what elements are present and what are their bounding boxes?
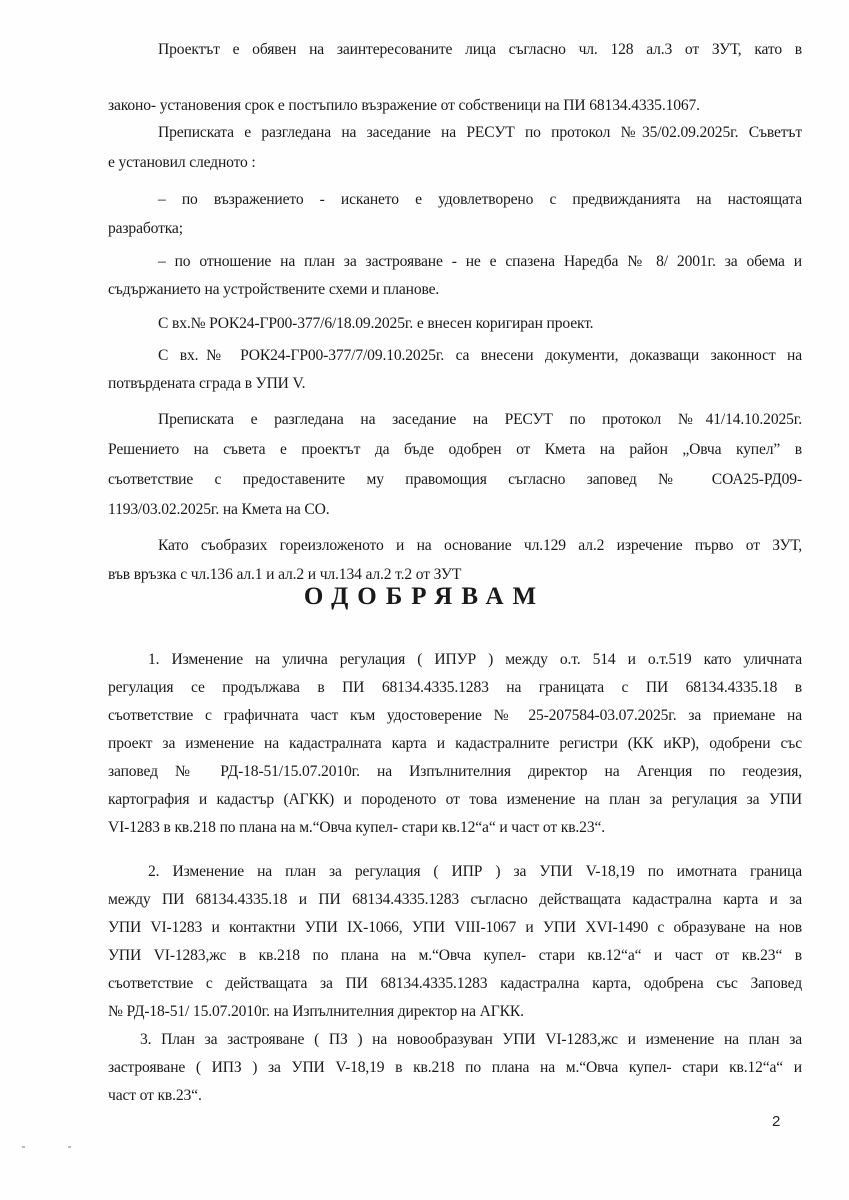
item-line: № РД-18-51/ 15.07.2010г. на Изпълнителния директор на АГКК.: [108, 1003, 524, 1020]
item-line: регулация се продължава в ПИ 68134.4335.1283 на границата с ПИ 68134.4335.18 в: [108, 679, 802, 696]
paragraph-line: съответствие с предоставените му правомощия съгласно заповед № СОА25-РД09-: [108, 471, 802, 488]
paragraph-line: С вх.№ РОК24-ГР00-377/6/18.09.2025г. е внесен коригиран проект.: [158, 315, 594, 332]
paragraph-line: – по възражението - искането е удовлетворено с предвижданията на настоящата: [158, 191, 802, 208]
paragraph-line: Като съобразих гореизложеното и на основание чл.129 ал.2 изречение първо от ЗУТ,: [158, 537, 802, 554]
paragraph-line: е установил следното :: [108, 154, 256, 171]
paragraph-line: законо- установения срок е постъпило възражение от собственици на ПИ 68134.4335.1067.: [108, 97, 700, 114]
paragraph-line: Решението на съвета е проектът да бъде одобрен от Кмета на район „Овча купел” в: [108, 441, 802, 458]
page-number: 2: [772, 1113, 781, 1130]
item-line: 3. План за застрояване ( ПЗ ) на новообразуван УПИ VI-1283,жс и изменение на план за: [140, 1031, 802, 1048]
paragraph-line: Преписката е разгледана на заседание на РЕСУТ по протокол №35/02.09.2025г. Съветът: [158, 124, 802, 141]
paragraph-line: във връзка с чл.136 ал.1 и ал.2 и чл.134 ал.2 т.2 от ЗУТ: [108, 566, 462, 583]
paragraph-line: 1193/03.02.2025г. на Кмета на СО.: [108, 501, 330, 518]
item-line: 2. Изменение на план за регулация ( ИПР ) за УПИ V-18,19 по имотната граница: [148, 863, 802, 880]
paragraph-line: С вх.№ РОК24-ГР00-377/7/09.10.2025г. са внесени документи, доказващи законност на: [158, 347, 802, 364]
scan-speck: [68, 1146, 71, 1148]
paragraph-line: разработка;: [108, 220, 183, 237]
item-line: картография и кадастър (АГКК) и породеното от това изменение на план за регулация за УПИ: [108, 791, 802, 808]
scan-speck: [22, 1146, 25, 1148]
item-line: УПИ VI-1283,жс в кв.218 по плана на м.“Овча купел- стари кв.12“а“ и част от кв.23“ в: [108, 947, 802, 964]
paragraph-line: Проектът е обявен на заинтересованите лица съгласно чл. 128 ал.3 от ЗУТ, като в: [158, 41, 802, 58]
paragraph-line: потвърдената сграда в УПИ V.: [108, 375, 306, 392]
item-line: съответствие с действащата за ПИ 68134.4335.1283 кадастрална карта, одобрена със Заповед: [108, 975, 802, 992]
document-heading: ОДОБРЯВАМ: [303, 583, 546, 610]
paragraph-line: Преписката е разгледана на заседание на РЕСУТ по протокол №41/14.10.2025г.: [158, 411, 802, 428]
paragraph-line: съдържанието на устройствените схеми и планове.: [108, 281, 440, 298]
item-line: заповед № РД-18-51/15.07.2010г. на Изпълнителния директор на Агенция по геодезия,: [108, 763, 802, 780]
item-line: УПИ VI-1283 и контактни УПИ IX-1066, УПИ VIII-1067 и УПИ XVI-1490 с образуване на нов: [108, 919, 802, 936]
item-line: между ПИ 68134.4335.18 и ПИ 68134.4335.1283 съгласно действащата кадастрална карта и за: [108, 891, 802, 908]
item-line: част от кв.23“.: [108, 1087, 202, 1104]
item-line: проект за изменение на кадастралната карта и кадастралните регистри (КК иКР), одобрени със: [108, 735, 802, 752]
item-line: съответствие с графичната част към удостоверение № 25-207584-03.07.2025г. за приемане на: [108, 707, 802, 724]
paragraph-line: – по отношение на план за застрояване - не е спазена Наредба № 8/ 2001г. за обема и: [158, 253, 802, 270]
item-line: VI-1283 в кв.218 по плана на м.“Овча купел- стари кв.12“а“ и част от кв.23“.: [108, 819, 605, 836]
item-line: 1. Изменение на улична регулация ( ИПУР ) между о.т. 514 и о.т.519 като уличната: [148, 651, 802, 668]
item-line: застрояване ( ИПЗ ) за УПИ V-18,19 в кв.218 по плана на м.“Овча купел- стари кв.12“а“ и: [108, 1059, 802, 1076]
